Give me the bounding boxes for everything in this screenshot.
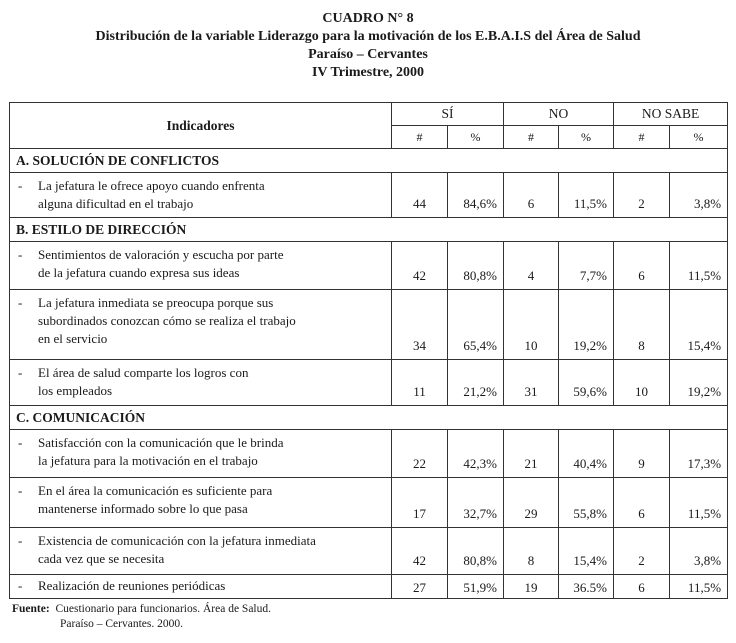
indicator-text: Satisfacción con la comunicación que le brinda bbox=[38, 435, 284, 450]
si-count: 11 bbox=[392, 360, 448, 406]
ns-count: 2 bbox=[614, 173, 670, 218]
no-count: 19 bbox=[504, 575, 559, 599]
indicator-text: los empleados bbox=[38, 383, 113, 398]
no-percent: 19,2% bbox=[559, 290, 614, 360]
no-count: 29 bbox=[504, 478, 559, 528]
section-title: A. SOLUCIÓN DE CONFLICTOS bbox=[10, 149, 728, 173]
ns-percent: 17,3% bbox=[670, 430, 728, 478]
bullet-dash: - bbox=[18, 533, 23, 548]
section-title: B. ESTILO DE DIRECCIÓN bbox=[10, 218, 728, 242]
indicator-text: La jefatura le ofrece apoyo cuando enfrenta bbox=[38, 178, 265, 193]
header-si: SÍ bbox=[392, 103, 504, 126]
indicator-text: cada vez que se necesita bbox=[38, 551, 165, 566]
header-si-pct: % bbox=[448, 126, 504, 149]
si-percent: 80,8% bbox=[448, 242, 504, 290]
si-count: 22 bbox=[392, 430, 448, 478]
bullet-dash: - bbox=[18, 247, 23, 262]
ns-percent: 11,5% bbox=[670, 575, 728, 599]
si-percent: 51,9% bbox=[448, 575, 504, 599]
indicator-text: mantenerse informado sobre lo que pasa bbox=[38, 501, 248, 516]
ns-percent: 11,5% bbox=[670, 478, 728, 528]
section-header-b bbox=[10, 218, 728, 242]
section-header-c bbox=[10, 406, 728, 430]
no-count: 6 bbox=[504, 173, 559, 218]
source-text-2: Paraíso – Cervantes. 2000. bbox=[60, 618, 183, 630]
section-title: C. COMUNICACIÓN bbox=[10, 406, 728, 430]
indicator-text: Realización de reuniones periódicas bbox=[38, 578, 226, 593]
ns-percent: 11,5% bbox=[670, 242, 728, 290]
no-percent: 55,8% bbox=[559, 478, 614, 528]
leadership-table bbox=[9, 102, 728, 599]
table-row bbox=[10, 478, 728, 528]
indicator-cell bbox=[10, 430, 392, 478]
si-percent: 65,4% bbox=[448, 290, 504, 360]
no-percent: 40,4% bbox=[559, 430, 614, 478]
indicator-text: Existencia de comunicación con la jefatura inmediata bbox=[38, 533, 316, 548]
ns-count: 6 bbox=[614, 242, 670, 290]
bullet-dash: - bbox=[18, 178, 23, 193]
indicator-cell bbox=[10, 528, 392, 575]
header-no-count: # bbox=[504, 126, 559, 149]
table-row bbox=[10, 290, 728, 360]
header-si-count: # bbox=[392, 126, 448, 149]
ns-count: 9 bbox=[614, 430, 670, 478]
header-indicadores: Indicadores bbox=[10, 103, 392, 149]
table-row bbox=[10, 528, 728, 575]
indicator-text: El área de salud comparte los logros con bbox=[38, 365, 249, 380]
indicator-text: En el área la comunicación es suficiente para bbox=[38, 483, 273, 498]
no-percent: 59,6% bbox=[559, 360, 614, 406]
table-row bbox=[10, 360, 728, 406]
header-ns-pct: % bbox=[670, 126, 728, 149]
indicator-cell bbox=[10, 575, 392, 599]
bullet-dash: - bbox=[18, 365, 23, 380]
caption-period: IV Trimestre, 2000 bbox=[311, 65, 425, 80]
no-count: 21 bbox=[504, 430, 559, 478]
ns-percent: 3,8% bbox=[670, 528, 728, 575]
indicator-text: la jefatura para la motivación en el trabajo bbox=[38, 453, 258, 468]
caption-number: CUADRO N° 8 bbox=[322, 11, 414, 26]
no-percent: 36.5% bbox=[559, 575, 614, 599]
ns-count: 2 bbox=[614, 528, 670, 575]
si-percent: 32,7% bbox=[448, 478, 504, 528]
table-row bbox=[10, 173, 728, 218]
si-percent: 21,2% bbox=[448, 360, 504, 406]
no-count: 10 bbox=[504, 290, 559, 360]
si-count: 42 bbox=[392, 528, 448, 575]
no-count: 31 bbox=[504, 360, 559, 406]
indicator-cell bbox=[10, 290, 392, 360]
ns-count: 8 bbox=[614, 290, 670, 360]
no-count: 8 bbox=[504, 528, 559, 575]
bullet-dash: - bbox=[18, 295, 23, 310]
header-no-pct: % bbox=[559, 126, 614, 149]
no-percent: 11,5% bbox=[559, 173, 614, 218]
indicator-cell bbox=[10, 478, 392, 528]
ns-percent: 19,2% bbox=[670, 360, 728, 406]
ns-count: 6 bbox=[614, 478, 670, 528]
indicator-text: en el servicio bbox=[38, 331, 108, 346]
si-count: 42 bbox=[392, 242, 448, 290]
table-caption bbox=[0, 10, 736, 82]
table-header bbox=[10, 103, 728, 149]
no-count: 4 bbox=[504, 242, 559, 290]
table-body bbox=[10, 149, 728, 599]
caption-title: Distribución de la variable Liderazgo para la motivación de los E.B.A.I.S del Área de Salud bbox=[95, 29, 641, 44]
no-percent: 7,7% bbox=[559, 242, 614, 290]
source-label: Fuente: bbox=[12, 603, 50, 615]
table-row bbox=[10, 575, 728, 599]
indicator-text: subordinados conozcan cómo se realiza el trabajo bbox=[38, 313, 296, 328]
indicator-cell bbox=[10, 173, 392, 218]
indicator-text: alguna dificultad en el trabajo bbox=[38, 196, 194, 211]
si-count: 17 bbox=[392, 478, 448, 528]
header-no: NO bbox=[504, 103, 614, 126]
ns-count: 6 bbox=[614, 575, 670, 599]
table-row bbox=[10, 430, 728, 478]
indicator-text: La jefatura inmediata se preocupa porque sus bbox=[38, 295, 274, 310]
bullet-dash: - bbox=[18, 578, 23, 593]
si-count: 27 bbox=[392, 575, 448, 599]
ns-percent: 15,4% bbox=[670, 290, 728, 360]
table-row bbox=[10, 242, 728, 290]
header-ns-count: # bbox=[614, 126, 670, 149]
header-no-sabe: NO SABE bbox=[614, 103, 728, 126]
indicator-text: Sentimientos de valoración y escucha por parte bbox=[38, 247, 284, 262]
source-note bbox=[12, 602, 271, 632]
si-count: 44 bbox=[392, 173, 448, 218]
caption-location: Paraíso – Cervantes bbox=[308, 47, 428, 62]
si-percent: 80,8% bbox=[448, 528, 504, 575]
bullet-dash: - bbox=[18, 483, 23, 498]
bullet-dash: - bbox=[18, 435, 23, 450]
indicator-cell bbox=[10, 360, 392, 406]
si-percent: 42,3% bbox=[448, 430, 504, 478]
indicator-cell bbox=[10, 242, 392, 290]
section-header-a bbox=[10, 149, 728, 173]
ns-count: 10 bbox=[614, 360, 670, 406]
no-percent: 15,4% bbox=[559, 528, 614, 575]
source-text: Cuestionario para funcionarios. Área de Salud. bbox=[55, 603, 271, 615]
ns-percent: 3,8% bbox=[670, 173, 728, 218]
si-count: 34 bbox=[392, 290, 448, 360]
si-percent: 84,6% bbox=[448, 173, 504, 218]
indicator-text: de la jefatura cuando expresa sus ideas bbox=[38, 265, 240, 280]
